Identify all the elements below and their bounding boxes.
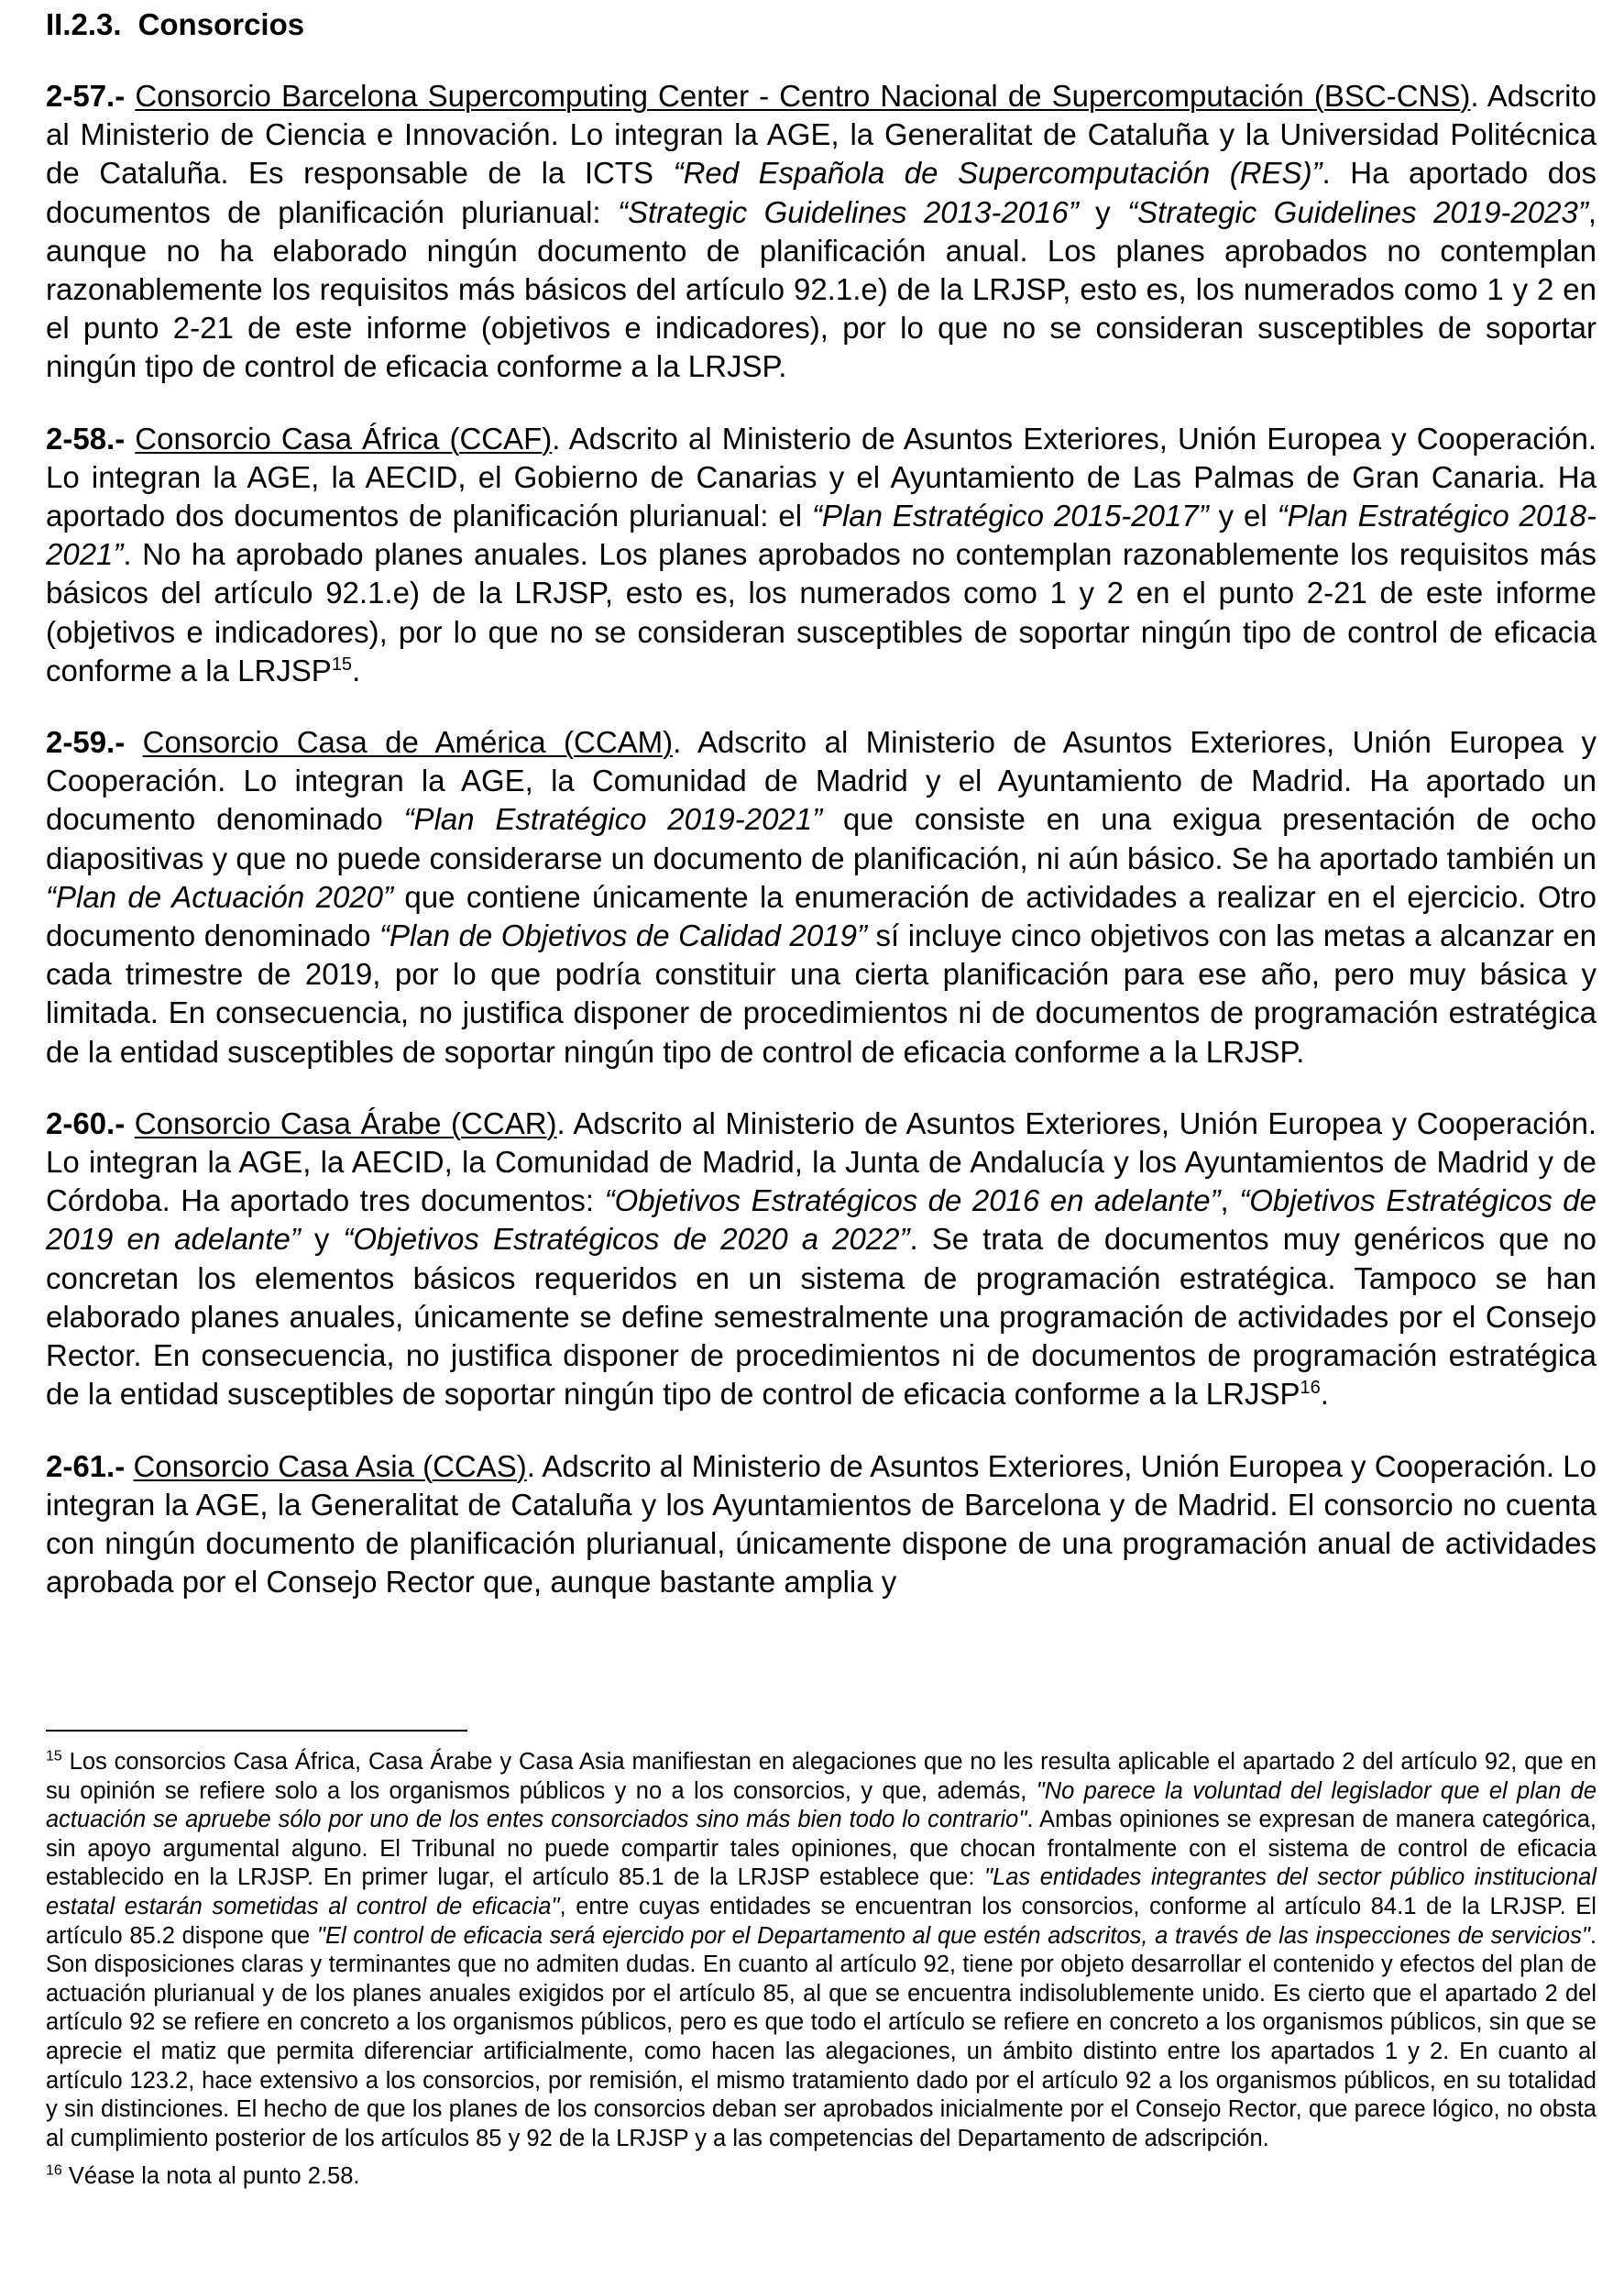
paragraph-2-58: [46, 420, 1597, 690]
footnote-ref-16[interactable]: 16: [1300, 1378, 1321, 1399]
text-run: . Son disposiciones claras y terminantes que no admiten dudas. En cuanto al artículo 92, tiene por objeto desarrollar el contenido y efectos del plan de actuación plurianual y de los planes anuales exigidos por el artículo 85, al que se encuentra indisolublemente unido. Es cierto que el apartado 2 del artículo 92 se refiere en concreto a los organismos públicos, pero es que todo el artículo se refiere en concreto a los organismos públicos, sin que se aprecie el matiz que permita diferenciar artificialmente, como hacen las alegaciones, un ámbito distinto entre los apartados 1 y 2. En cuanto al artículo 123.2, hace extensivo a los consorcios, por remisión, el mismo tratamiento dado por el artículo 92 a los organismos públicos, en su totalidad y sin distinciones. El hecho de que los planes de los consorcios deban ser aprobados inicialmente por el Consejo Rector, que parece lógico, no obsta al cumplimiento posterior de los artículos 85 y 92 de la LRJSP y a las competencias del Departamento de adscripción.: [46, 1922, 1597, 2151]
italic-run: "Las entidades integrantes del sector público institucional estatal estarán sometidas al control de eficacia": [46, 1864, 1597, 1919]
text-run: . Adscrito al Ministerio de Asuntos Exteriores, Unión Europea y Cooperación. Lo integran la AGE, la Comunidad de Madrid y el Ayuntamiento de Madrid. Ha aportado un documento denominado: [46, 725, 1597, 837]
section-title: Consorcios: [137, 7, 305, 41]
paragraph-number: 2-59.-: [46, 725, 126, 760]
text-run: ,: [1220, 1183, 1240, 1218]
text-run: . Se trata de documentos muy genéricos que no concretan los elementos básicos requeridos en un sistema de programación estratégica. Tampoco se han elaborado planes anuales, únicamente se define semestralmente una programación de actividades por el Consejo Rector. En consecuencia, no justifica disponer de procedimientos ni de documentos de programación estratégica de la entidad susceptibles de soportar ningún tipo de control de eficacia conforme a la LRJSP: [46, 1222, 1597, 1412]
italic-run: “Plan Estratégico 2015-2017”: [811, 499, 1209, 533]
text-run: que contiene únicamente la enumeración de actividades a realizar en el ejercicio. Otro documento denominado: [46, 879, 1597, 953]
paragraph-number: 2-61.-: [46, 1448, 126, 1483]
footnote-ref-15[interactable]: 15: [331, 654, 353, 675]
text-run: . Ha aportado dos documentos de planificación plurianual:: [46, 156, 1597, 229]
paragraph-number: 2-57.-: [46, 79, 126, 113]
italic-run: “Objetivos Estratégicos de 2019 en adelante”: [46, 1183, 1597, 1257]
italic-run: “Objetivos Estratégicos de 2020 a 2022”: [343, 1222, 910, 1257]
text-run: [125, 422, 135, 456]
entity-name: Consorcio Barcelona Supercomputing Center - Centro Nacional de Supercomputación (BSC-CNS): [135, 79, 1471, 113]
italic-run: “Plan Estratégico 2018-2021”: [46, 499, 1597, 572]
text-run: . Adscrito al Ministerio de Ciencia e Innovación. Lo integran la AGE, la Generalitat de Cataluña y la Universidad Politécnica de Cataluña. Es responsable de la ICTS: [46, 79, 1597, 191]
footnote-number: 16: [46, 2162, 62, 2179]
text-run: Véase la nota al punto 2.58.: [61, 2163, 360, 2190]
footnote-separator: [46, 1730, 467, 1732]
text-run: y: [300, 1222, 344, 1257]
paragraph-2-57: [46, 77, 1597, 387]
text-run: . Ambas opiniones se expresan de manera categórica, sin apoyo argumental alguno. El Tribunal no puede compartir tales opiniones, que chocan frontalmente con el sistema de control de eficacia establecido en la LRJSP. En primer lugar, el artículo 85.1 de la LRJSP establece que:: [46, 1807, 1597, 1891]
text-run: . Adscrito al Ministerio de Asuntos Exteriores, Unión Europea y Cooperación. Lo integran la AGE, la Generalitat de Cataluña y los Ayuntamientos de Barcelona y de Madrid. El consorcio no cuenta con ningún documento de planificación plurianual, únicamente dispone de una programación anual de actividades aprobada por el Consejo Rector que, aunque bastante amplia y: [46, 1448, 1597, 1600]
footnotes: [46, 1730, 1597, 2192]
text-run: Los consorcios Casa África, Casa Árabe y Casa Asia manifiestan en alegaciones que no les resulta aplicable el apartado 2 del artículo 92, que en su opinión se refiere solo a los organismos públicos y no a los consorcios, y que, además,: [46, 1749, 1597, 1804]
italic-run: “Strategic Guidelines 2019-2023”: [1127, 194, 1588, 229]
italic-run: “Plan de Actuación 2020”: [46, 879, 393, 914]
text-run: . Adscrito al Ministerio de Asuntos Exteriores, Unión Europea y Cooperación. Lo integran la AGE, la AECID, la Comunidad de Madrid, la Junta de Andalucía y los Ayuntamientos de Madrid y de Córdoba. Ha aportado tres documentos:: [46, 1105, 1597, 1218]
text-run: [125, 725, 142, 759]
text-run: , entre cuyas entidades se encuentran los consorcios, conforme al artículo 84.1 de la LRJSP. El artículo 85.2 dispone que: [46, 1893, 1597, 1949]
italic-run: “Plan Estratégico 2019-2021”: [403, 802, 823, 837]
italic-run: “Strategic Guidelines 2013-2016”: [617, 194, 1079, 229]
text-run: .: [352, 653, 361, 687]
text-run: . Adscrito al Ministerio de Asuntos Exteriores, Unión Europea y Cooperación. Lo integran la AGE, la AECID, el Gobierno de Canarias y el Ayuntamiento de Las Palmas de Gran Canaria. Ha aportado dos documentos de planificación plurianual: el: [46, 421, 1597, 533]
italic-run: "No parece la voluntad del legislador que el plan de actuación se apruebe sólo por uno de los entes consorciados sino más bien todo lo contrario": [46, 1777, 1597, 1833]
paragraph-2-60: [46, 1105, 1597, 1414]
text-run: y el: [1208, 499, 1278, 533]
entity-name: Consorcio Casa África (CCAF): [135, 421, 553, 456]
text-run: sí incluye cinco objetivos con las metas a alcanzar en cada trimestre de 2019, por lo que podría constituir una cierta planificación para ese año, pero muy básica y limitada. En consecuencia, no justifica disponer de procedimientos ni de documentos de programación estratégica de la entidad susceptibles de soportar ningún tipo de control de eficacia conforme a la LRJSP.: [46, 918, 1597, 1069]
text-run: [125, 79, 135, 113]
paragraph-number: 2-60.-: [46, 1105, 126, 1140]
italic-run: “Red Española de Supercomputación (RES)”: [673, 156, 1322, 191]
footnote-15: [46, 1748, 1597, 2153]
paragraph-2-61: [46, 1447, 1597, 1602]
entity-name: Consorcio Casa Árabe (CCAR): [134, 1105, 557, 1140]
text-run: , aunque no ha elaborado ningún documento de planificación anual. Los planes aprobados no contemplan razonablemente los requisitos más básicos del artículo 92.1.e) de la LRJSP, esto es, los numerados como 1 y 2 en el punto 2-21 de este informe (objetivos e indicadores), por lo que no se consideran susceptibles de soportar ningún tipo de control de eficacia conforme a la LRJSP.: [46, 194, 1597, 384]
footnote-number: 15: [46, 1748, 62, 1765]
italic-run: “Plan de Objetivos de Calidad 2019”: [379, 918, 867, 953]
entity-name: Consorcio Casa Asia (CCAS): [133, 1448, 527, 1483]
text-run: .: [1320, 1377, 1329, 1412]
section-heading: [46, 0, 1597, 46]
italic-run: “Objetivos Estratégicos de 2016 en adelante”: [604, 1183, 1221, 1218]
text-run: que consiste en una exigua presentación de ocho diapositivas y que no puede considerarse un documento de planificación, ni aún básico. Se ha aportado también un: [46, 802, 1597, 875]
text-run: [125, 1106, 135, 1140]
document-page: [46, 0, 1597, 1601]
footnote-16: [46, 2162, 1597, 2192]
text-run: y: [1078, 194, 1128, 229]
text-run: . No ha aprobado planes anuales. Los planes aprobados no contemplan razonablemente los requisitos más básicos del artículo 92.1.e) de la LRJSP, esto es, los numerados como 1 y 2 en el punto 2-21 de este informe (objetivos e indicadores), por lo que no se consideran susceptibles de soportar ningún tipo de control de eficacia conforme a la LRJSP: [46, 537, 1597, 687]
section-number: II.2.3.: [46, 7, 122, 41]
italic-run: "El control de eficacia será ejercido por el Departamento al que estén adscritos, a través de las inspecciones de servicios": [316, 1922, 1590, 1949]
entity-name: Consorcio Casa de América (CCAM): [142, 725, 674, 760]
paragraph-2-59: [46, 723, 1597, 1072]
paragraph-number: 2-58.-: [46, 421, 126, 456]
